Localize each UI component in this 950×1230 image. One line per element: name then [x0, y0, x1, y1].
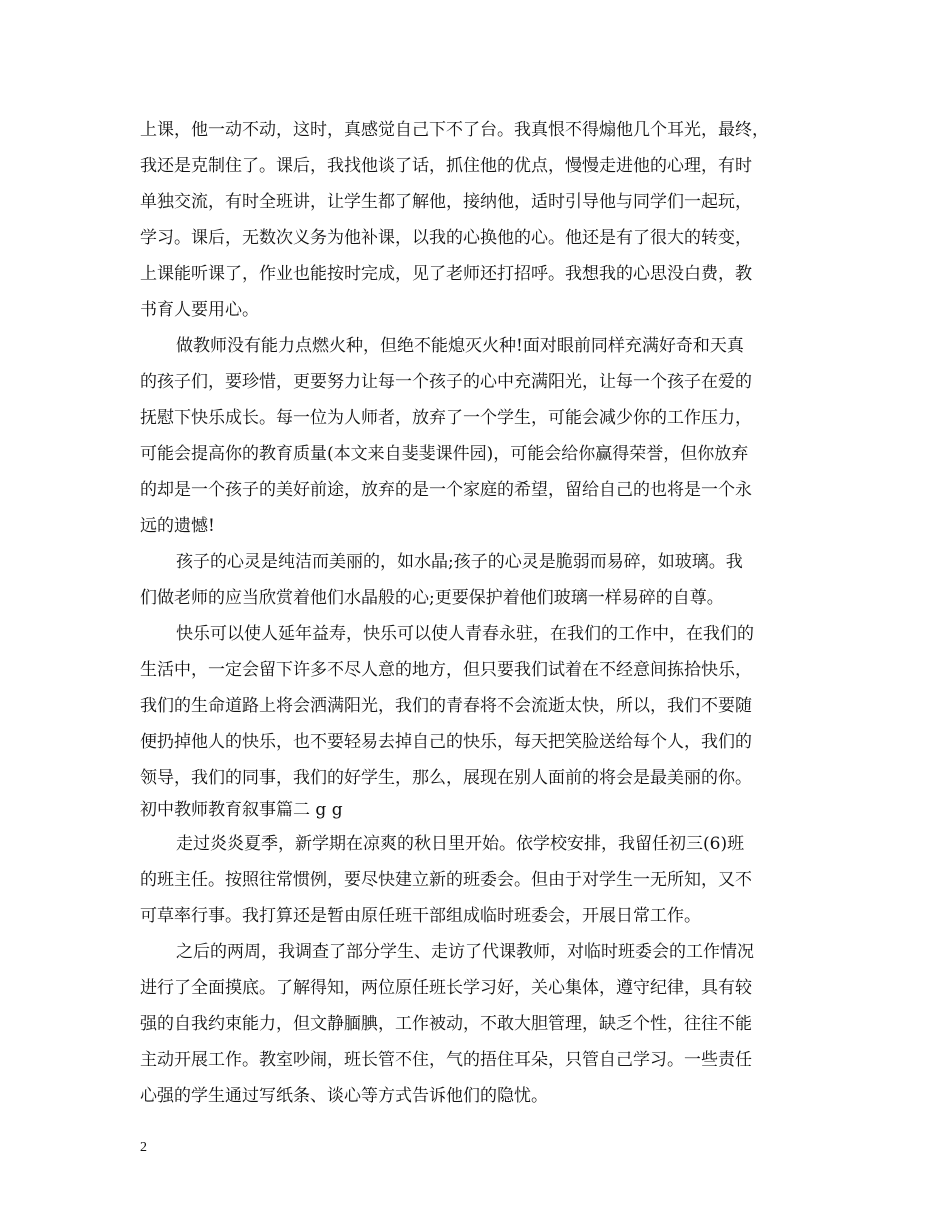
- text-line: 我们的生命道路上将会洒满阳光，我们的青春将不会流逝太快，所以，我们不要随: [140, 696, 752, 716]
- text-line: 领导，我们的同事，我们的好学生，那么，展现在别人面前的将会是最美丽的你。: [140, 768, 752, 788]
- section-heading: 初中教师教育叙事篇二 g g: [140, 800, 343, 820]
- text-line: 便扔掉他人的快乐，也不要轻易去掉自己的快乐，每天把笑脸送给每个人，我们的: [140, 732, 752, 752]
- text-line: 单独交流，有时全班讲，让学生都了解他，接纳他，适时引导他与同学们一起玩，: [140, 192, 752, 212]
- page-number: 2: [140, 1140, 147, 1155]
- text-line: 的班主任。按照往常惯例，要尽快建立新的班委会。但由于对学生一无所知，又不: [140, 870, 752, 890]
- text-line: 们做老师的应当欣赏着他们水晶般的心;更要保护着他们玻璃一样易碎的自尊。: [140, 588, 724, 608]
- text-line: 生活中，一定会留下许多不尽人意的地方，但只要我们试着在不经意间拣拾快乐，: [140, 660, 752, 680]
- text-line: 书育人要用心。: [140, 300, 259, 320]
- text-line: 抚慰下快乐成长。每一位为人师者，放弃了一个学生，可能会减少你的工作压力，: [140, 408, 752, 428]
- text-line: 远的遗憾!: [140, 516, 215, 536]
- text-line: 强的自我约束能力，但文静腼腆，工作被动，不敢大胆管理，缺乏个性，往往不能: [140, 1014, 752, 1034]
- text-line: 心强的学生通过写纸条、谈心等方式告诉他们的隐忧。: [140, 1086, 548, 1106]
- text-line: 我还是克制住了。课后，我找他谈了话，抓住他的优点，慢慢走进他的心理，有时: [140, 156, 752, 176]
- text-line: 可能会提高你的教育质量(本文来自斐斐课件园)，可能会给你赢得荣誉，但你放弃: [140, 444, 749, 464]
- text-line: 上课，他一动不动，这时，真感觉自己下不了台。我真恨不得煽他几个耳光，最终，: [140, 120, 769, 140]
- paragraph-first-line: 孩子的心灵是纯洁而美丽的，如水晶;孩子的心灵是脆弱而易碎，如玻璃。我: [176, 552, 743, 572]
- text-line: 学习。课后，无数次义务为他补课，以我的心换他的心。他还是有了很大的转变，: [140, 228, 752, 248]
- paragraph-first-line: 做教师没有能力点燃火种，但绝不能熄灭火种!面对眼前同样充满好奇和天真: [176, 336, 744, 356]
- paragraph-first-line: 走过炎炎夏季，新学期在凉爽的秋日里开始。依学校安排，我留任初三(6)班: [176, 834, 745, 854]
- paragraph-first-line: 之后的两周，我调查了部分学生、走访了代课教师，对临时班委会的工作情况: [176, 942, 754, 962]
- text-line: 的孩子们，要珍惜，更要努力让每一个孩子的心中充满阳光，让每一个孩子在爱的: [140, 372, 752, 392]
- text-line: 进行了全面摸底。了解得知，两位原任班长学习好，关心集体，遵守纪律，具有较: [140, 978, 752, 998]
- text-line: 上课能听课了，作业也能按时完成，见了老师还打招呼。我想我的心思没白费，教: [140, 264, 752, 284]
- text-line: 可草率行事。我打算还是暂由原任班干部组成临时班委会，开展日常工作。: [140, 906, 701, 926]
- text-line: 的却是一个孩子的美好前途，放弃的是一个家庭的希望，留给自己的也将是一个永: [140, 480, 752, 500]
- text-line: 主动开展工作。教室吵闹，班长管不住，气的捂住耳朵，只管自己学习。一些责任: [140, 1050, 752, 1070]
- paragraph-first-line: 快乐可以使人延年益寿，快乐可以使人青春永驻，在我们的工作中，在我们的: [176, 624, 754, 644]
